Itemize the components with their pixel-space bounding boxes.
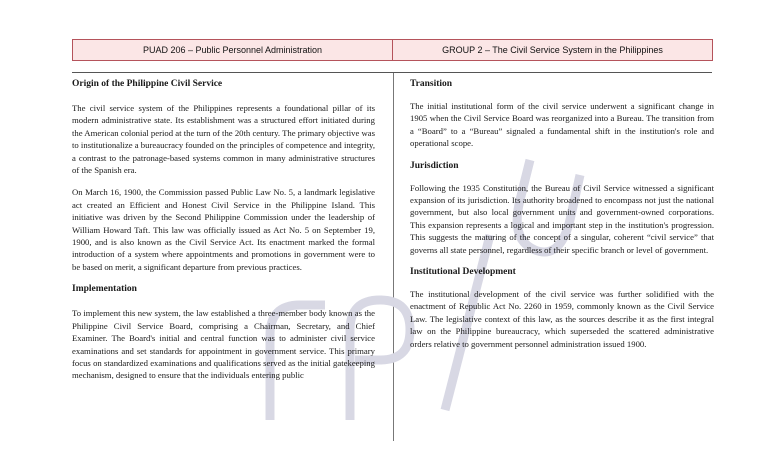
implementation-paragraph: To implement this new system, the law established a three-member body known as the Philippine Civil Service Board, comprising a Chairman, Secretary, and Chief Examiner. The Board's initial and central function was to administer civil service examinations and set standards for appointment in government service. This primary focus on standardized examinations and qualifications served as the initial gatekeeping mechanism, designed to ensure that the individuals entering public: [72, 308, 375, 381]
origin-heading: Origin of the Philippine Civil Service: [72, 79, 223, 89]
group-cell: GROUP 2 – The Civil Service System in the Philippines: [392, 40, 712, 60]
jurisdiction-paragraph: Following the 1935 Constitution, the Bureau of Civil Service witnessed a significant expansion of its jurisdiction. Its authority broadened to encompass not just the national government, but also local government units and government-owned corporations. This expansion represents a logical and important step in the institution's progression. This suggests the maturing of the concept of a singular, coherent “civil service” that governs all state personnel, regardless of their specific branch or level of government.: [410, 182, 714, 255]
header-table: [72, 39, 713, 61]
transition-paragraph: The initial institutional form of the civil service underwent a significant change in 1905 when the Civil Service Board was reorganized into a Bureau. The transition from a “Board” to a “Bureau” signaled a fundamental shift in the institution's role and operational scope.: [410, 101, 714, 149]
origin-paragraph-2: On March 16, 1900, the Commission passed Public Law No. 5, a landmark legislative act created an Efficient and Honest Civil Service in the Philippine Island. This initiative was driven by the Second Philippine Commission under the leadership of William Howard Taft. This law was officially issued as Act No. 5 on September 19, 1900, and is also known as the Civil Service Act. Its enactment marked the formal introduction of a system where appointments and promotions in government were to be based on merit, a significant departure from previous practices.: [72, 187, 375, 272]
origin-paragraph-1: The civil service system of the Philippines represents a foundational pillar of its modern administrative state. Its establishment was a structured effort initiated during the American colonial period at the turn of the 20th century. The primary objective was to institutionalize a bureaucracy founded on the principles of competence and integrity, a contrast to the patronage-based systems common in many administrative structures of the Spanish era.: [72, 103, 375, 176]
institutional-development-heading: Institutional Development: [410, 267, 516, 278]
course-cell: PUAD 206 – Public Personnel Administration: [142, 45, 323, 55]
right-column: [410, 78, 714, 360]
column-divider: [393, 73, 394, 441]
header-rule: [72, 72, 712, 73]
jurisdiction-heading: Jurisdiction: [410, 160, 459, 171]
institutional-development-paragraph: The institutional development of the civil service was further solidified with the enactment of Republic Act No. 2260 in 1959, commonly known as the Civil Service Law. The legislative context of this law, as the sources describe it as the first integral law on the Philippine bureaucracy, which superseded the scattered administrative orders relative to government personnel administration issued 1900.: [410, 289, 714, 349]
transition-heading: Transition: [410, 79, 453, 89]
implementation-heading: Implementation: [72, 284, 137, 295]
left-column: [72, 78, 375, 392]
